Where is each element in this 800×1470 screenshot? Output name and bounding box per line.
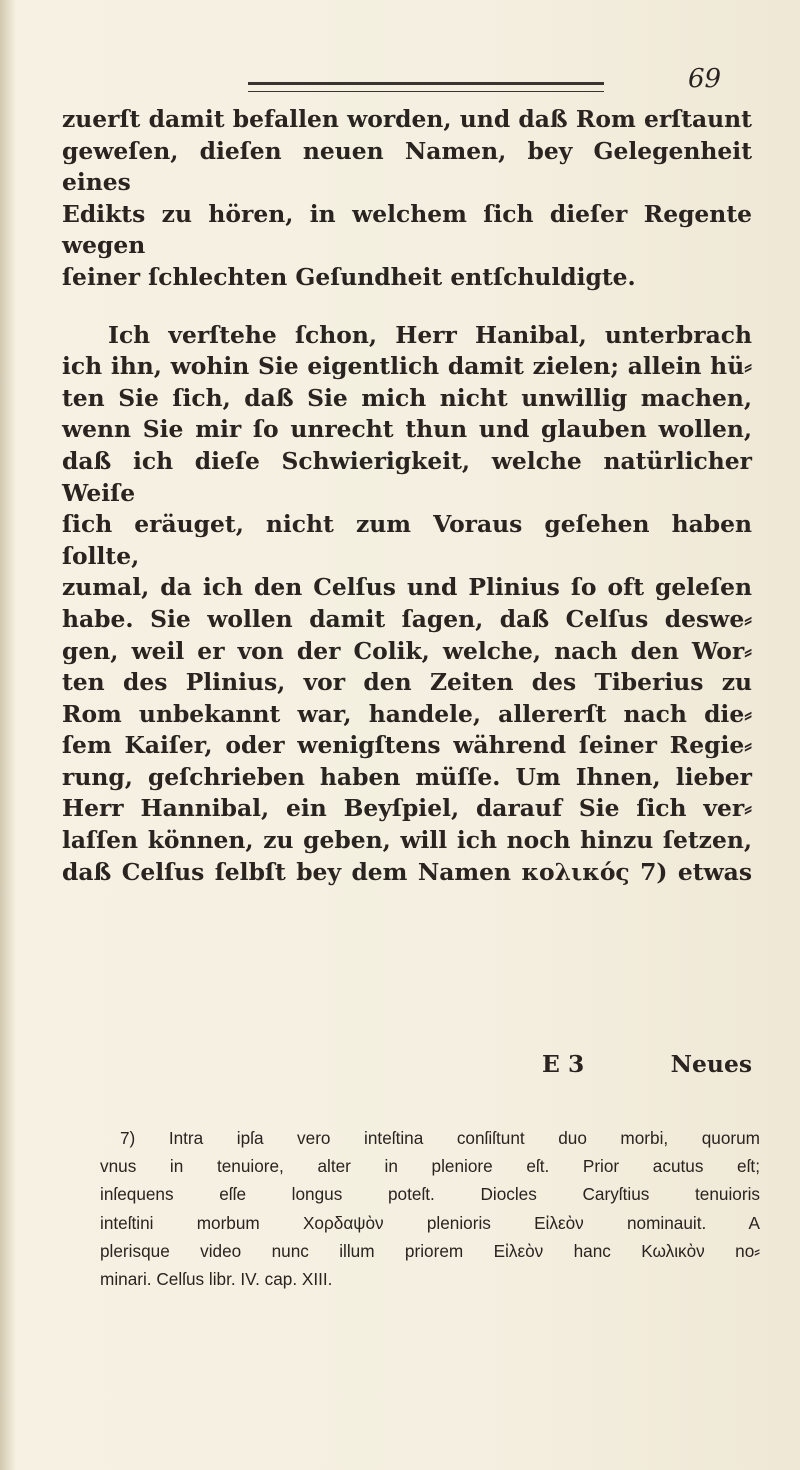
footnote-line: vnus in tenuiore, alter in pleniore eſt. Prior acutus eſt; (100, 1156, 760, 1177)
footnote-line: inſequens eſſe longus poteſt. Diocles Caryſtius tenuioris (100, 1184, 760, 1205)
text-line: gen, weil er von der Colik, welche, nach den Wor⸗ (62, 636, 752, 665)
paragraph-1 (62, 104, 752, 294)
footnote-line: minari. Celſus libr. IV. cap. XIII. (100, 1269, 333, 1290)
text-line: habe. Sie wollen damit ſagen, daß Celſus deswe⸗ (62, 604, 752, 633)
text-line: Edikts zu hören, in welchem ſich dieſer Regente wegen (62, 199, 752, 260)
text-line: Herr Hannibal, ein Beyſpiel, darauf Sie ſich ver⸗ (62, 794, 752, 823)
text-line: laſſen können, zu geben, will ich noch hinzu ſetzen, (62, 826, 752, 855)
text-line: Ich verſtehe ſchon, Herr Hanibal, unterbrach (108, 320, 752, 349)
text-line: daß Celſus ſelbſt bey dem Namen κολικός 7) etwas (62, 857, 752, 886)
text-line: rung, geſchrieben haben müſſe. Um Ihnen, lieber (62, 762, 752, 791)
text-line: zumal, da ich den Celſus und Plinius ſo oft geleſen (62, 573, 752, 602)
footnote (100, 1124, 760, 1293)
text-line: daß ich dieſe Schwierigkeit, welche natürlicher Weiſe (62, 446, 752, 507)
footnote-line: plerisque video nunc illum priorem Εἰλεὸν hanc Κωλικὸν no⸗ (100, 1240, 760, 1261)
binding-shadow (0, 0, 16, 1470)
text-line: Rom unbekannt war, handele, allererſt nach die⸗ (62, 699, 752, 728)
paragraph-2 (62, 320, 752, 889)
catchword: Neues (670, 1050, 752, 1078)
text-line: geweſen, dieſen neuen Namen, bey Gelegenheit eines (62, 136, 752, 197)
page-number: 69 (688, 64, 722, 94)
text-line: ſich eräuget, nicht zum Voraus geſehen haben ſollte, (62, 510, 752, 570)
main-text (62, 104, 752, 888)
text-line: ſeiner ſchlechten Geſundheit entſchuldigte. (62, 262, 636, 291)
text-line: wenn Sie mir ſo unrecht thun und glauben wollen, (62, 415, 752, 444)
header-rule (248, 82, 604, 92)
text-line: ich ihn, wohin Sie eigentlich damit zielen; allein hü⸗ (62, 352, 752, 381)
text-line: ten Sie ſich, daß Sie mich nicht unwillig machen, (62, 383, 752, 412)
text-line: ſem Kaiſer, oder wenigſtens während ſeiner Regie⸗ (62, 731, 752, 760)
text-line: ten des Plinius, vor den Zeiten des Tiberius zu (62, 668, 752, 697)
text-line: zuerſt damit befallen worden, und daß Rom erſtaunt (62, 105, 752, 133)
footnote-line: 7) Intra ipſa vero inteſtina conſiſtunt duo morbi, quorum (120, 1128, 760, 1148)
footnote-line: inteſtini morbum Χορδαψὸν plenioris Εἰλεὸν nominauit. A (100, 1212, 760, 1233)
signature-mark: E 3 (542, 1050, 585, 1078)
